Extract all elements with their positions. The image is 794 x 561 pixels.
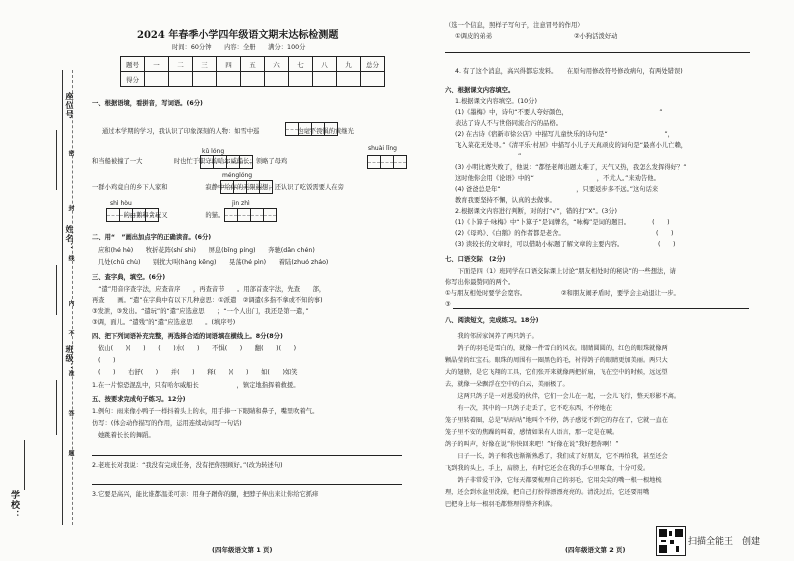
passage-line-13: 鸽子非常爱干净，它每天都要梳理自己的羽毛，它用尖尖的嘴一根一根地梳 bbox=[445, 477, 662, 484]
pinyin-grid-6[interactable] bbox=[224, 208, 277, 222]
s1-line-1: 通过本学期的学习，我认识了印象深刻的人物：如雪中巡 也毫不畏惧的黄继光 bbox=[102, 128, 354, 135]
s5-line-1: 1.例句：雨来像小鸭子一样抖着头上的水，用手捧一下眼睛和鼻子，嘴里吹着气。 bbox=[92, 408, 319, 415]
score-header-cell: 七 bbox=[289, 57, 313, 72]
s7-line-3: ①与朋友相处时要学会宽容。 ②和朋友闹矛盾时，要学会主动退让一步。 bbox=[445, 290, 680, 297]
s6-line-10: 教育我要坚持不懈，认真的去做事。 bbox=[455, 197, 556, 204]
page-one bbox=[82, 0, 412, 561]
s1-line-3: 一群小鸡竟自的乡下人家和 寂静中给你的无限遐想；还认识了吃饭需要人在旁 bbox=[92, 184, 344, 191]
s1-line-4: 的白鹅和贪玩又 的猫。 bbox=[92, 212, 225, 219]
pinyin-3: ménglóng bbox=[222, 172, 253, 179]
s6-line-6: ” bbox=[455, 153, 522, 160]
passage-line-10: 鸽子的叫声，好像在说“你快回来吧！”好像在说“我好想你啊！” bbox=[445, 441, 619, 448]
s3-line-4: ③调，面儿。“遣残”的“遣”应选意思 。(填序号) bbox=[92, 319, 236, 326]
pinyin-4: shì hòu bbox=[110, 200, 132, 207]
name-blank bbox=[56, 265, 57, 315]
section-4-heading: 四、把下列词语补充完整，再选择合适的词语填在横线上。8分(8分) bbox=[92, 333, 283, 340]
s6-line-13[interactable]: (2)《母鸡》、《白鹅》的作者都是老舍。 ( ) bbox=[455, 230, 674, 237]
s3-line-2: 再查 画。“遣”在字典中有以下几种意思：①派遣 ②调遣(多指不拿或不知的事) bbox=[92, 297, 323, 304]
pinyin-2: kǔ lóng bbox=[202, 148, 225, 155]
score-cell[interactable] bbox=[145, 72, 169, 87]
score-cell[interactable] bbox=[217, 72, 241, 87]
section-7-heading: 七、口语交际 (2分) bbox=[445, 256, 506, 263]
s6-line-14[interactable]: (3) 读较长的文章时，可以借助小标题了解文章的主要内容。 ( ) bbox=[455, 241, 676, 248]
seal-word-5: 不 bbox=[67, 330, 74, 337]
section-8-heading: 八、阅读短文，完成练习。18分) bbox=[445, 317, 539, 324]
score-row-label: 得分 bbox=[121, 72, 145, 87]
score-cell[interactable] bbox=[313, 72, 337, 87]
passage-line-7: 有一次，其中的一只鸽子走丢了，它不吃东西，不停地在 bbox=[445, 405, 613, 412]
s7-line-1: 下面是四（1）班同学在口语交际课上讨论“朋友相处时的秘诀”的一些想法，请 bbox=[445, 268, 676, 275]
seal-word-4: 内 bbox=[67, 300, 74, 307]
pinyin-grid-3[interactable] bbox=[367, 155, 407, 169]
passage-line-14: 理，还会到水盆里洗澡，把自己打扮得漂漂亮亮的。清洗过后，它还要用嘴 bbox=[445, 489, 650, 496]
s6-line-11: 2.根据课文内容进行判断，对的打“√”，错的打“X”。(3分) bbox=[455, 208, 617, 215]
score-cell[interactable] bbox=[241, 72, 265, 87]
passage-line-9: 笼子里不安的焦躁的叫着，感情如果有人语言，那一定是在喊。 bbox=[445, 429, 619, 436]
score-cell[interactable] bbox=[289, 72, 313, 87]
passage-line-4: 大的翅膀，是它飞翔的工具，它们张开来就像两把折扇，飞在空中的时候，远远望 bbox=[445, 369, 668, 376]
section-3-heading: 三、查字典，填空。(6分) bbox=[92, 274, 166, 281]
passage-line-2: 鸽子的羽毛是雪白的，就像一件雪白的风衣。眼睛圆圆的，红色的眼珠就像两 bbox=[445, 345, 668, 352]
answer-line-4[interactable] bbox=[453, 308, 749, 309]
passage-line-3: 颗晶莹的红宝石。眼珠的周围有一圈黑色的毛，衬得鸽子的眼睛更加美丽。两只大 bbox=[445, 357, 668, 364]
score-header-cell: 一 bbox=[145, 57, 169, 72]
pinyin-5: jìn zhì bbox=[232, 200, 250, 207]
pinyin-1: shuài lǐng bbox=[368, 145, 397, 152]
score-header-cell: 四 bbox=[217, 57, 241, 72]
seal-word-1: 密 bbox=[67, 150, 74, 157]
s6-line-8: 这时他你会用《论语》中的“ ，不尤人。”来劝告他。 bbox=[455, 175, 660, 182]
seal-word-2: 封 bbox=[67, 205, 74, 212]
seal-word-6: 准 bbox=[67, 370, 74, 377]
seal-word-8: 题 bbox=[67, 450, 74, 457]
r-line-2: ①调皮的弟弟 ②小狗活泼好动 bbox=[455, 33, 618, 40]
score-header-cell: 五 bbox=[241, 57, 265, 72]
page-footer-right: (四年级语文第 2 页) bbox=[565, 546, 626, 554]
school-label: 学校： bbox=[9, 490, 19, 520]
s6-line-5: 飞入菜花无处寻。”《清平乐·村居》中描写小儿子天真顽皮的词句是“最喜小儿亡赖， bbox=[455, 142, 688, 149]
section-1-heading: 一、根据语境，看拼音，写词语。(6分) bbox=[92, 100, 203, 107]
score-cell[interactable] bbox=[193, 72, 217, 87]
binding-margin bbox=[0, 0, 82, 561]
passage-line-15: 巴把身上每一根羽毛都整理得整齐利落。 bbox=[445, 501, 557, 508]
s6-line-4: (2) 在古诗《宿新市徐公店》中描写儿童快乐的诗句是“ ”， bbox=[455, 131, 674, 138]
passage-line-11: 日子一长，鸽子和我也渐渐熟悉了，我们成了好朋友，它不再怕我，甚至还会 bbox=[445, 453, 668, 460]
passage-line-12: 飞到我的头上，手上，肩膀上，有时它还会在我的手心里啄食，十分可爱。 bbox=[445, 465, 650, 472]
s7-line-2: 你写出你最赞同的两个。 bbox=[445, 279, 515, 286]
score-cell[interactable] bbox=[169, 72, 193, 87]
s6-line-3: 表达了诗人不与世俗同流合污的品格。 bbox=[455, 120, 563, 127]
s6-line-1: 1.根据课文内容填空。(10分) bbox=[455, 98, 537, 105]
score-header-cell: 题号 bbox=[121, 57, 145, 72]
answer-line-2[interactable] bbox=[92, 484, 402, 485]
seat-blank bbox=[56, 130, 57, 190]
s3-line-3: ③发泄，③发出。“遣玩”的“遣”应选意思 ；“一个人出门，我还是第一遣，” bbox=[92, 308, 309, 315]
s5-line-5: 3.它要是高兴，能比谁都温柔可亲：用身子蹭你的腿，把脖子伸出来让你给它抓痒 bbox=[92, 491, 319, 498]
qr-code-icon bbox=[656, 526, 686, 556]
class-blank bbox=[56, 380, 57, 435]
pinyin-grid-1[interactable] bbox=[285, 122, 338, 136]
seal-word-7: 答 bbox=[67, 410, 74, 417]
binding-line bbox=[62, 70, 63, 525]
s7-line-4: ③ bbox=[445, 301, 451, 308]
score-header-cell: 九 bbox=[337, 57, 361, 72]
page-two bbox=[435, 0, 760, 561]
passage-line-8: 笼子里转着圈，总是“咕咕咕”地叫个不停，鸽子感觉不到它的存在了，它就一直在 bbox=[445, 417, 668, 424]
s6-line-9: (4) 爸爸总是年“ ，只要返步多不远。”这句话来 bbox=[455, 186, 659, 193]
score-table bbox=[120, 56, 385, 87]
score-cell[interactable] bbox=[361, 72, 385, 87]
s4-line-2[interactable]: ( ) bbox=[98, 357, 116, 364]
s5-line-2: 仿写：(体会动作描写的作用，运用连续动词写一句话) bbox=[92, 420, 242, 427]
s5-line-3: 她跳着长长的舞蹈。 bbox=[98, 432, 155, 439]
r-line-1: （选一个信息，照样子写句子，注意冒号的作用） bbox=[445, 22, 584, 29]
section-2-heading: 二、用“ ”画出加点字的正确读音。(6分) bbox=[92, 234, 212, 241]
section-5-heading: 五、按要求完成句子练习。12分) bbox=[92, 396, 186, 403]
score-cell[interactable] bbox=[337, 72, 361, 87]
s5-line-4: 2.老班长对我说：“我没有完成任务，没有把你照顾好。”(改为转述句) bbox=[92, 462, 283, 469]
passage-line-6: 这两只鸽子是一对恩爱的伙伴，它们一会儿在一起，一会儿飞行，整天形影不离。 bbox=[445, 393, 681, 400]
score-cell[interactable] bbox=[265, 72, 289, 87]
passage-line-5: 去，就像一朵飘浮在空中的白云，美丽极了。 bbox=[445, 381, 569, 388]
s2-line-2[interactable]: 几处(chū chù) 别扰大叫(hàng kēng) 晃荡(hé pìn) 着陆(zhuó zháo) bbox=[98, 259, 329, 266]
scanner-watermark: 扫描全能王 创建 bbox=[688, 537, 761, 547]
s4-line-4: 1.在一片惊恐混乱中，只有哈尔威船长 ，镇定地指挥着救援。 bbox=[92, 382, 300, 389]
s6-line-7: (3) 小明比赛失败了，他说：“都怪老师出题太难了，天气又热，我怎么发挥得好？” bbox=[455, 164, 687, 171]
seal-word-3: 线 bbox=[67, 255, 74, 262]
score-header-cell: 三 bbox=[193, 57, 217, 72]
name-label: 姓名： bbox=[65, 225, 74, 252]
s6-line-12[interactable]: (1)《卜算子·咏梅》中“卜算子”是词牌名，“咏梅”是词的题目。 ( ) bbox=[455, 219, 670, 226]
s4-line-3[interactable]: ( ) 右舒( ) 并( ) 释( )( ) 如( )如笑 bbox=[98, 369, 298, 376]
s3-line-1: “遣”用音序查字法，应查音序 ，再查音节 。用部首查字法，先查 部， bbox=[92, 286, 326, 293]
school-blank bbox=[24, 440, 25, 490]
section-6-heading: 六、根据课文内容填空。 bbox=[445, 87, 515, 94]
answer-line-3[interactable] bbox=[445, 52, 750, 53]
page-footer-left: (四年级语文第 1 页) bbox=[212, 546, 273, 554]
seat-label: 座位号 bbox=[65, 92, 74, 119]
answer-line-1[interactable] bbox=[92, 455, 402, 456]
passage-line-1: 我的邻居家饲养了两只鸽子。 bbox=[445, 333, 538, 340]
r-line-3: 4. 有了这个消息，高兴得都忘发料。 在原句用修改符号修改病句，有两处错误) bbox=[455, 68, 683, 75]
score-header-cell: 总分 bbox=[361, 57, 385, 72]
s4-line-1[interactable]: 依山( )( ) ( )水( ) 不惧( ) 翻( )( ) bbox=[98, 345, 297, 352]
exam-title: 2024 年春季小学四年级语文期末达标检测题 bbox=[137, 30, 339, 41]
score-header-cell: 八 bbox=[313, 57, 337, 72]
exam-meta: 时间：60分钟 内容：全册 满分：100分 bbox=[172, 44, 306, 51]
s2-line-1[interactable]: 应和(hé hè) 牧折花阵(shí shi) 屏息(bǐng píng) 奔驰(dān chén) bbox=[98, 247, 315, 254]
s6-line-2: (1)《墨梅》中，诗句“不要人夸好颜色， ” bbox=[455, 109, 663, 116]
score-header-cell: 二 bbox=[169, 57, 193, 72]
score-header-cell: 六 bbox=[265, 57, 289, 72]
class-label: 班级： bbox=[65, 345, 74, 372]
s1-line-2: 和当船被撞了一大 时也忙于职守的哈尔威船长；领略了母鸡 bbox=[92, 158, 288, 165]
